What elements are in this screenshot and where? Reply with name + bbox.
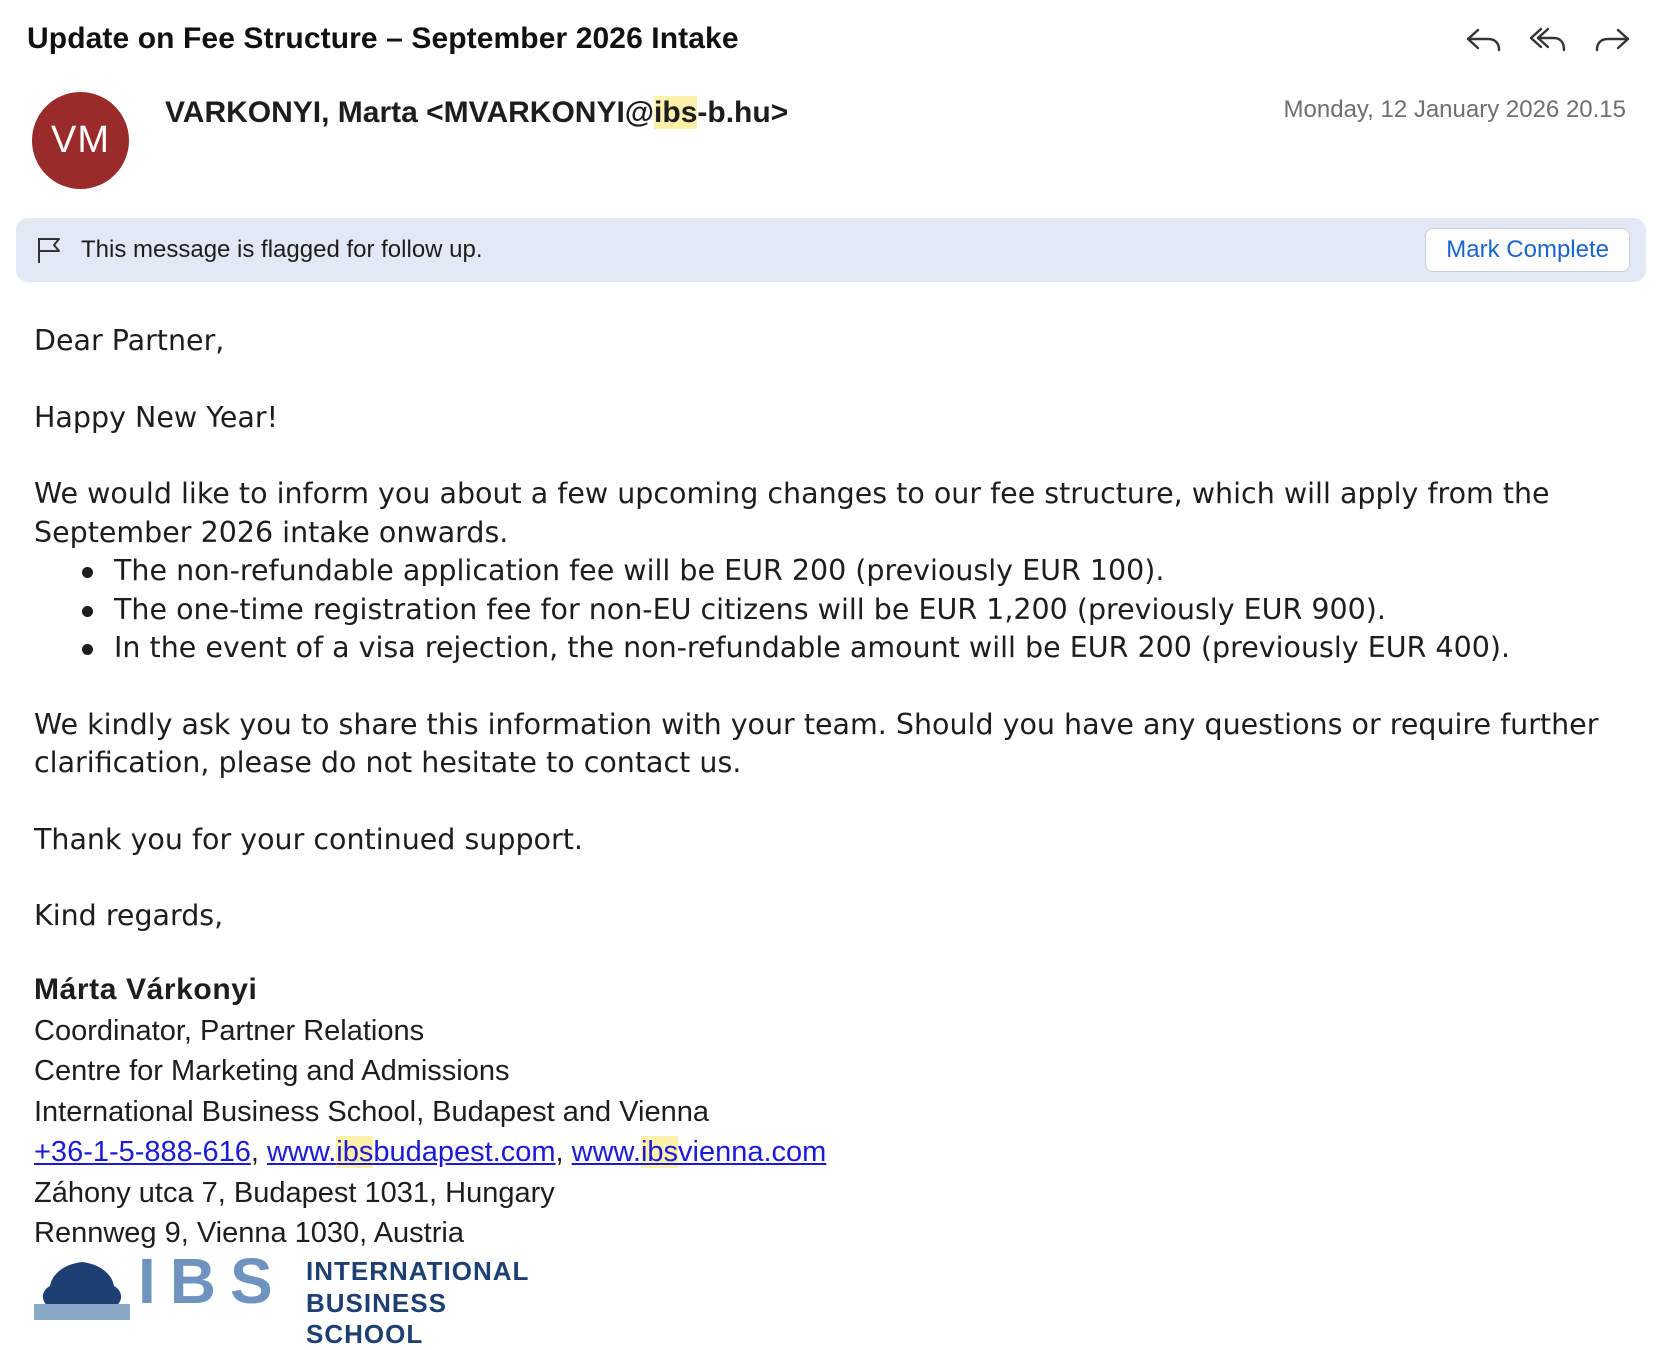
signature-address-budapest: Záhony utca 7, Budapest 1031, Hungary [34,1176,555,1209]
reply-button[interactable] [1462,20,1506,60]
phone-link[interactable]: +36-1-5-888-616 [34,1136,251,1168]
flag-icon [36,236,62,264]
mark-complete-button[interactable]: Mark Complete [1425,228,1630,272]
list-item: The non-refundable application fee will be EUR 200 (previously EUR 100). [34,552,1634,591]
reply-all-button[interactable] [1526,20,1570,60]
signature-address-vienna: Rennweg 9, Vienna 1030, Austria [34,1217,464,1249]
sender-name-suffix: -b.hu> [697,96,789,129]
message-actions [0,20,1670,60]
website-link-vienna[interactable]: www.ibsvienna.com [571,1136,827,1168]
reply-all-icon [1528,22,1568,58]
reply-icon [1464,22,1504,58]
thanks-line: Thank you for your continued support. [34,822,583,856]
logo-mark: IBS [138,1245,287,1317]
sender-address[interactable] [165,96,788,130]
sender-avatar[interactable] [32,92,129,189]
new-year-line: Happy New Year! [34,400,278,434]
search-highlight: ibs [336,1136,374,1168]
logo-line2: BUSINESS SCHOOL [306,1288,447,1349]
signature-school: International Business School, Budapest and Vienna [34,1095,710,1128]
follow-up-text: This message is flagged for follow up. [81,236,483,263]
list-item: The one-time registration fee for non-EU citizens will be EUR 1,200 (previously EUR 900). [34,591,1634,630]
follow-up-banner [16,218,1646,282]
email-signature [34,970,826,1254]
list-item: In the event of a visa rejection, the non-refundable amount will be EUR 200 (previously EUR 400). [34,629,1634,668]
sender-name-prefix: VARKONYI, Marta <MVARKONYI@ [165,96,655,129]
tree-icon [34,1256,130,1320]
school-logo [34,1245,534,1349]
forward-button[interactable] [1590,20,1634,60]
search-highlight: ibs [640,1136,679,1168]
signature-department: Centre for Marketing and Admissions [34,1055,510,1087]
email-subject: Update on Fee Structure – September 2026 Intake [27,22,739,55]
logo-line1: INTERNATIONAL [306,1256,530,1286]
message-body [34,322,1634,936]
closing-line: Kind regards, [34,899,224,932]
avatar-initials: VM [51,119,110,161]
search-highlight: ibs [654,96,698,129]
signature-title: Coordinator, Partner Relations [34,1014,425,1047]
website-link-budapest[interactable]: www.ibsbudapest.com [266,1136,556,1168]
forward-icon [1592,22,1632,58]
request-paragraph: We kindly ask you to share this information with your team. Should you have any questions or require further clarification, please do not hesitate to contact us. [34,707,1599,779]
message-date: Monday, 12 January 2026 20.15 [1283,96,1626,123]
signature-name: Márta Várkonyi [34,973,258,1006]
intro-paragraph: We would like to inform you about a few upcoming changes to our fee structure, which will apply from the September 2026 intake onwards. [34,477,1550,549]
fee-change-list [34,552,1634,668]
greeting: Dear Partner, [34,324,225,357]
signature-contact-line: +36-1-5-888-616, www.ibsbudapest.com, www.ibsvienna.com [34,1136,827,1168]
